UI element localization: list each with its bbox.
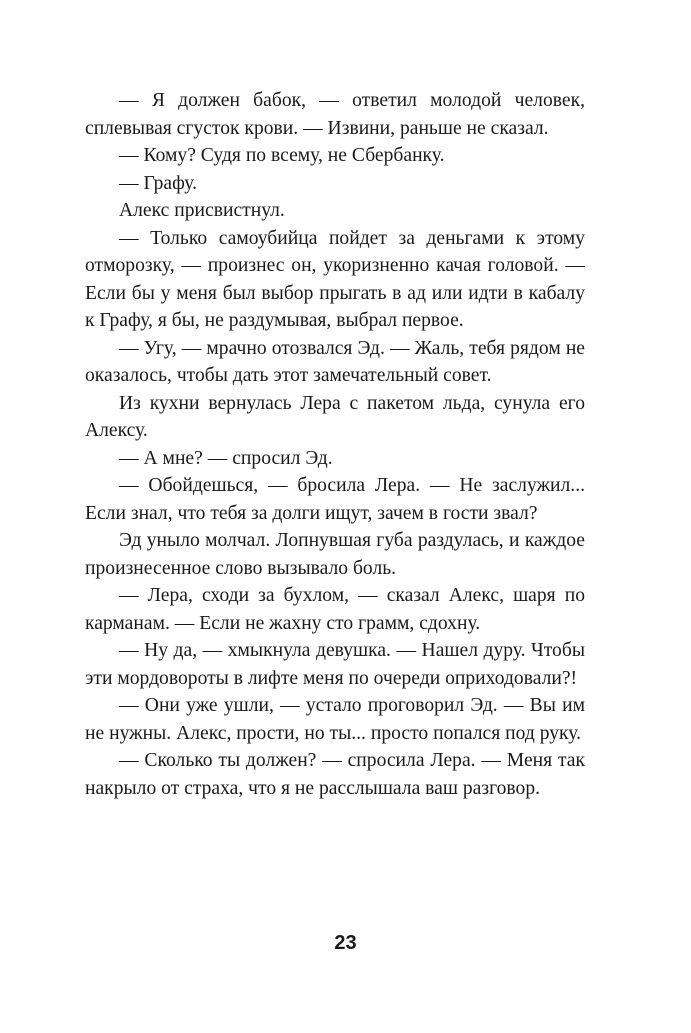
paragraph: — Они уже ушли, — устало проговорил Эд. — Вы им не нужны. Алекс, прости, но ты... просто попался под руку. <box>85 695 585 744</box>
paragraph: — Графу. <box>119 172 198 194</box>
paragraph: — Обойдешься, — бросила Лера. — Не заслужил... Если знал, что тебя за долги ищут, зачем в гости звал? <box>85 475 585 524</box>
paragraph: — Я должен бабок, — ответил молодой человек, сплевывая сгусток крови. — Извини, раньше не сказал. <box>85 90 585 139</box>
paragraph: — Только самоубийца пойдет за деньгами к этому отморозку, — произнес он, укоризненно качая головой. — Если бы у меня был выбор прыгать в ад или идти в кабалу к Графу, я бы, не раздумывая, выбрал первое. <box>85 227 585 331</box>
paragraph: — А мне? — спросил Эд. <box>119 447 333 469</box>
paragraph: Алекс присвистнул. <box>119 200 285 221</box>
paragraph: — Угу, — мрачно отозвался Эд. — Жаль, тебя рядом не оказалось, чтобы дать этот замечательный совет. <box>85 337 585 386</box>
body-text <box>85 87 585 802</box>
paragraph: Из кухни вернулась Лера с пакетом льда, сунула его Алексу. <box>85 392 585 441</box>
paragraph: — Лера, сходи за бухлом, — сказал Алекс, шаря по карманам. — Если не жахну сто грамм, сдохну. <box>85 585 585 634</box>
paragraph: — Ну да, — хмыкнула девушка. — Нашел дуру. Чтобы эти мордовороты в лифте меня по очереди оприходовали?! <box>85 640 585 689</box>
paragraph: Эд уныло молчал. Лопнувшая губа раздулась, и каждое произнесенное слово вызывало боль. <box>85 530 585 579</box>
paragraph: — Сколько ты должен? — спросила Лера. — Меня так накрыло от страха, что я не расслышала ваш разговор. <box>85 750 585 799</box>
page-number: 23 <box>334 932 357 954</box>
paragraph: — Кому? Судя по всему, не Сбербанку. <box>119 145 445 166</box>
